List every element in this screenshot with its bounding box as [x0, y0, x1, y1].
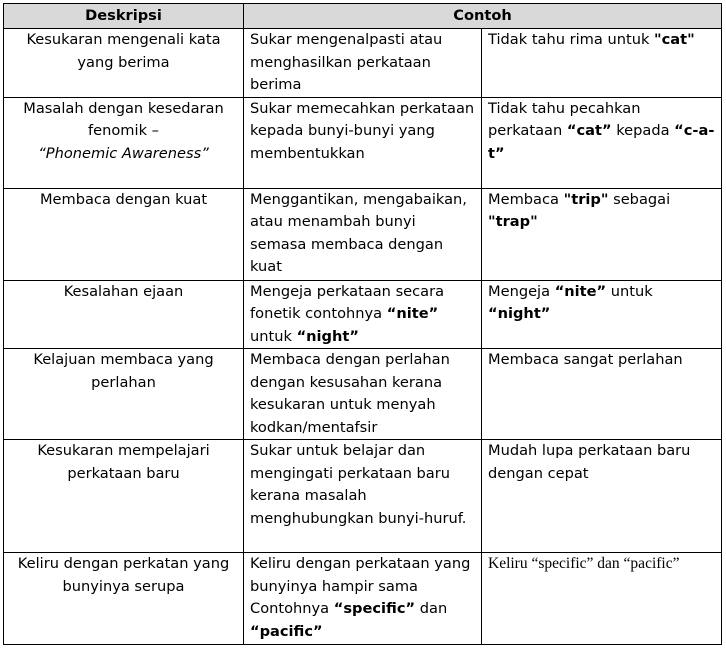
- definition-bold-word: “night”: [296, 327, 359, 345]
- description-cell: [4, 188, 244, 280]
- definition-cell: Sukar mengenalpasti atau menghasilkan perkataan berima: [244, 29, 482, 98]
- description-line: Kesukaran mengenali kata: [26, 31, 221, 48]
- table-row: [4, 188, 722, 280]
- description-line: yang berima: [77, 53, 170, 71]
- definition-cell: Sukar memecahkan perkataan kepada bunyi-bunyi yang membentukkan: [244, 97, 482, 188]
- definition-text: Mengeja perkataan secara fonetik contohnya: [250, 282, 445, 322]
- example-text: Mengeja: [488, 282, 555, 300]
- definition-bold-word: “pacific”: [250, 622, 323, 640]
- table-row: [4, 440, 722, 553]
- example-bold-word: "trip": [563, 190, 609, 208]
- description-line: perlahan: [91, 373, 156, 391]
- example-text: kepada: [611, 122, 675, 139]
- example-cell: [482, 188, 722, 280]
- description-line: Kesalahan ejaan: [63, 282, 184, 300]
- definition-cell: Membaca dengan perlahan dengan kesusahan kerana kesukaran untuk menyah kodkan/mentafsir: [244, 349, 482, 440]
- header-deskripsi: Deskripsi: [4, 4, 244, 29]
- example-bold-word: “cat”: [566, 122, 612, 139]
- example-bold-word: “nite”: [554, 282, 607, 300]
- example-bold-word: "cat": [654, 31, 695, 48]
- table-row: [4, 280, 722, 349]
- description-cell: [4, 440, 244, 553]
- table-header-row: [4, 4, 722, 29]
- example-cell: [482, 553, 722, 645]
- description-line: Masalah dengan kesedaran: [23, 99, 224, 117]
- definition-text: untuk: [250, 327, 297, 345]
- description-line: Keliru dengan perkatan yang: [17, 555, 230, 572]
- example-text: Mudah lupa perkataan baru dengan cepat: [488, 442, 691, 482]
- definition-bold-word: “specific”: [333, 600, 416, 617]
- example-text: untuk: [606, 282, 653, 300]
- definition-cell: [244, 553, 482, 645]
- description-line: fenomik –: [88, 122, 159, 139]
- example-text: sebagai: [608, 190, 671, 208]
- example-text: Keliru “specific” dan “pacific”: [488, 555, 680, 572]
- description-line: bunyinya serupa: [62, 577, 185, 595]
- example-text: Tidak tahu pecahkan perkataan: [488, 99, 641, 139]
- example-text: Membaca sangat perlahan: [488, 351, 683, 368]
- table-row: [4, 29, 722, 98]
- definition-cell: [244, 280, 482, 349]
- example-cell: [482, 29, 722, 98]
- description-cell: [4, 97, 244, 188]
- example-text: Tidak tahu rima untuk: [488, 31, 655, 48]
- header-contoh: Contoh: [244, 4, 722, 29]
- description-line: Kesukaran mempelajari: [37, 442, 210, 459]
- example-cell: [482, 280, 722, 349]
- definition-text: Keliru dengan perkataan yang bunyinya hampir sama Contohnya: [250, 555, 471, 617]
- example-bold-word: “night”: [488, 305, 551, 322]
- table-row: [4, 97, 722, 188]
- description-cell: [4, 553, 244, 645]
- example-bold-word: "trap": [488, 213, 538, 230]
- example-bold-word: “c-a-t”: [488, 122, 715, 162]
- description-line: Kelajuan membaca yang: [33, 351, 214, 368]
- definition-cell: Menggantikan, mengabaikan, atau menambah bunyi semasa membaca dengan kuat: [244, 188, 482, 280]
- definition-text: dan: [415, 600, 448, 617]
- description-line: perkataan baru: [67, 464, 180, 482]
- example-text: Membaca: [488, 190, 564, 208]
- example-cell: [482, 349, 722, 440]
- definition-cell: Sukar untuk belajar dan mengingati perkataan baru kerana masalah menghubungkan bunyi-huruf.: [244, 440, 482, 553]
- description-line-italic: “Phonemic Awareness”: [38, 144, 209, 162]
- table-row: [4, 349, 722, 440]
- description-cell: [4, 29, 244, 98]
- definition-bold-word: “nite”: [386, 305, 439, 322]
- example-cell: [482, 97, 722, 188]
- table-row: [4, 553, 722, 645]
- description-cell: [4, 280, 244, 349]
- example-cell: [482, 440, 722, 553]
- description-cell: [4, 349, 244, 440]
- description-line: Membaca dengan kuat: [39, 190, 208, 208]
- comparison-table: [3, 3, 722, 645]
